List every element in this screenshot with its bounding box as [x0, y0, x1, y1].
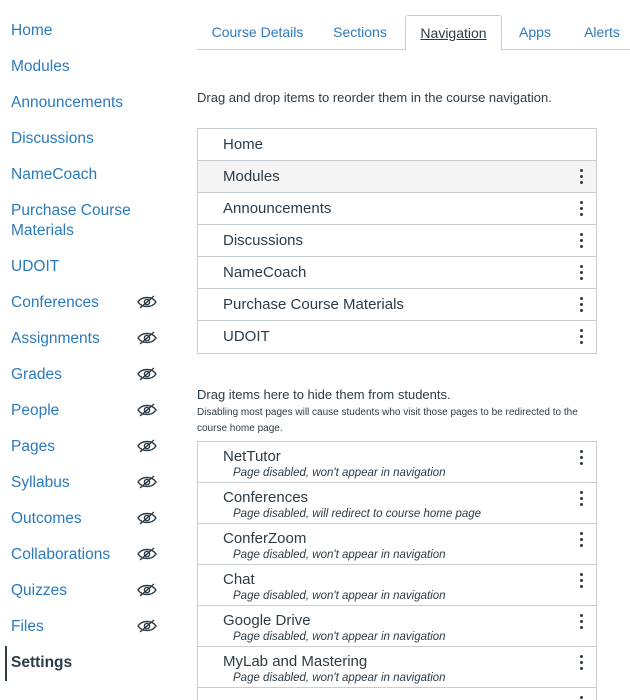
course-nav-discussions[interactable]	[11, 129, 161, 149]
disabled-item-note: Page disabled, won't appear in navigation	[233, 631, 446, 643]
disabled-nav-list	[197, 441, 597, 700]
disabled-item-note: Page disabled, won't appear in navigation	[233, 672, 446, 684]
eye-off-icon	[137, 402, 157, 418]
enabled-nav-list	[197, 128, 597, 354]
course-nav-label: Quizzes	[11, 582, 67, 599]
disabled-item-google-drive[interactable]	[198, 606, 596, 647]
course-nav-label: Assignments	[11, 330, 100, 347]
course-nav-people[interactable]	[11, 401, 161, 421]
nav-list-item-discussions[interactable]	[198, 225, 596, 257]
more-options-icon[interactable]	[576, 450, 586, 466]
more-options-icon[interactable]	[576, 573, 586, 589]
course-nav-udoit[interactable]	[11, 257, 161, 277]
nav-list-item-purchase-course-materials[interactable]	[198, 289, 596, 321]
course-nav-announcements[interactable]	[11, 93, 161, 113]
course-nav-label: UDOIT	[11, 258, 60, 275]
disabled-item-label: Chat	[223, 571, 255, 588]
more-options-icon[interactable]	[576, 233, 586, 249]
course-nav-label: Conferences	[11, 294, 99, 311]
disabled-item-label: Google Drive	[223, 612, 311, 629]
course-nav-label: Modules	[11, 58, 70, 75]
reorder-instructions: Drag and drop items to reorder them in the course navigation.	[197, 90, 552, 105]
more-options-icon[interactable]	[576, 655, 586, 671]
course-nav-label: People	[11, 402, 60, 419]
course-nav-outcomes[interactable]	[11, 509, 161, 529]
course-nav-assignments[interactable]	[11, 329, 161, 349]
tab-navigation[interactable]: Navigation	[405, 15, 502, 51]
course-nav-pages[interactable]	[11, 437, 161, 457]
eye-off-icon	[137, 438, 157, 454]
tab-course-details[interactable]: Course Details	[211, 24, 304, 40]
course-nav-namecoach[interactable]	[11, 165, 161, 185]
settings-tabs	[197, 15, 630, 50]
disabled-item-label: Conferences	[223, 489, 309, 506]
hidden-items-note: Disabling most pages will cause students who visit those pages to be redirected to the course home page.	[197, 407, 578, 434]
course-nav-modules[interactable]	[11, 57, 161, 77]
eye-off-icon	[137, 294, 157, 310]
nav-list-item-label: NameCoach	[223, 264, 307, 281]
course-nav-quizzes[interactable]	[11, 581, 161, 601]
more-options-icon[interactable]	[576, 169, 586, 185]
course-nav-label: Outcomes	[11, 510, 82, 527]
nav-list-item-label: Announcements	[223, 200, 332, 217]
eye-off-icon	[137, 582, 157, 598]
nav-list-item-label: Purchase Course Materials	[223, 296, 404, 313]
course-nav-label: Announcements	[11, 94, 124, 111]
more-options-icon[interactable]	[576, 297, 586, 313]
nav-list-item-home[interactable]	[198, 129, 596, 161]
disabled-item-label: ConferZoom	[223, 530, 307, 547]
nav-list-item-label: Home	[223, 136, 264, 153]
course-nav-grades[interactable]	[11, 365, 161, 385]
eye-off-icon	[137, 366, 157, 382]
nav-list-item-label: Discussions	[223, 232, 304, 249]
disabled-item-nettutor[interactable]	[198, 442, 596, 483]
nav-list-item-label: Modules	[223, 168, 280, 185]
nav-list-item-udoit[interactable]	[198, 321, 596, 353]
course-nav-label: Pages	[11, 438, 55, 455]
course-nav-label: Discussions	[11, 130, 94, 147]
nav-list-item-modules[interactable]	[198, 161, 596, 193]
disabled-item-note: Page disabled, won't appear in navigation	[233, 590, 446, 602]
course-nav-label: Purchase Course Materials	[11, 202, 131, 239]
eye-off-icon	[137, 618, 157, 634]
course-nav-collaborations[interactable]	[11, 545, 161, 565]
eye-off-icon	[137, 330, 157, 346]
course-nav-purchase-course-materials[interactable]	[11, 201, 161, 241]
disabled-item-partial[interactable]	[198, 688, 596, 700]
more-options-icon[interactable]	[576, 201, 586, 217]
disabled-item-conferzoom[interactable]	[198, 524, 596, 565]
nav-list-item-announcements[interactable]	[198, 193, 596, 225]
more-options-icon[interactable]	[576, 614, 586, 630]
course-nav-syllabus[interactable]	[11, 473, 161, 493]
more-options-icon[interactable]	[576, 265, 586, 281]
disabled-item-label: MyLab and Mastering	[223, 653, 368, 670]
more-options-icon[interactable]	[576, 532, 586, 548]
more-options-icon[interactable]	[576, 491, 586, 507]
disabled-item-mylab-and-mastering[interactable]	[198, 647, 596, 688]
course-nav-label: Settings	[11, 654, 73, 671]
tab-alerts[interactable]: Alerts	[584, 24, 620, 40]
course-nav-label: Syllabus	[11, 474, 70, 491]
disabled-item-chat[interactable]	[198, 565, 596, 606]
eye-off-icon	[137, 546, 157, 562]
active-indicator	[5, 646, 7, 681]
eye-off-icon	[137, 474, 157, 490]
more-options-icon[interactable]	[576, 696, 586, 700]
course-navigation	[0, 0, 175, 699]
disabled-item-note: Page disabled, will redirect to course home page	[233, 508, 482, 520]
disabled-item-label: NetTutor	[223, 448, 281, 465]
course-nav-files[interactable]	[11, 617, 161, 637]
course-nav-conferences[interactable]	[11, 293, 161, 313]
disabled-item-note: Page disabled, won't appear in navigation	[233, 549, 446, 561]
course-nav-home[interactable]	[11, 21, 161, 41]
hidden-items-heading: Drag items here to hide them from students.	[197, 387, 451, 402]
course-nav-label: Home	[11, 22, 53, 39]
course-nav-settings[interactable]	[11, 653, 161, 673]
tab-apps[interactable]: Apps	[519, 24, 551, 40]
disabled-item-note: Page disabled, won't appear in navigation	[233, 467, 446, 479]
course-nav-label: Files	[11, 618, 44, 635]
course-nav-label: Grades	[11, 366, 62, 383]
nav-list-item-label: UDOIT	[223, 328, 270, 345]
course-nav-label: NameCoach	[11, 166, 98, 183]
tab-sections[interactable]: Sections	[333, 24, 387, 40]
disabled-item-conferences[interactable]	[198, 483, 596, 524]
nav-list-item-namecoach[interactable]	[198, 257, 596, 289]
course-nav-label: Collaborations	[11, 546, 111, 563]
more-options-icon[interactable]	[576, 329, 586, 345]
eye-off-icon	[137, 510, 157, 526]
